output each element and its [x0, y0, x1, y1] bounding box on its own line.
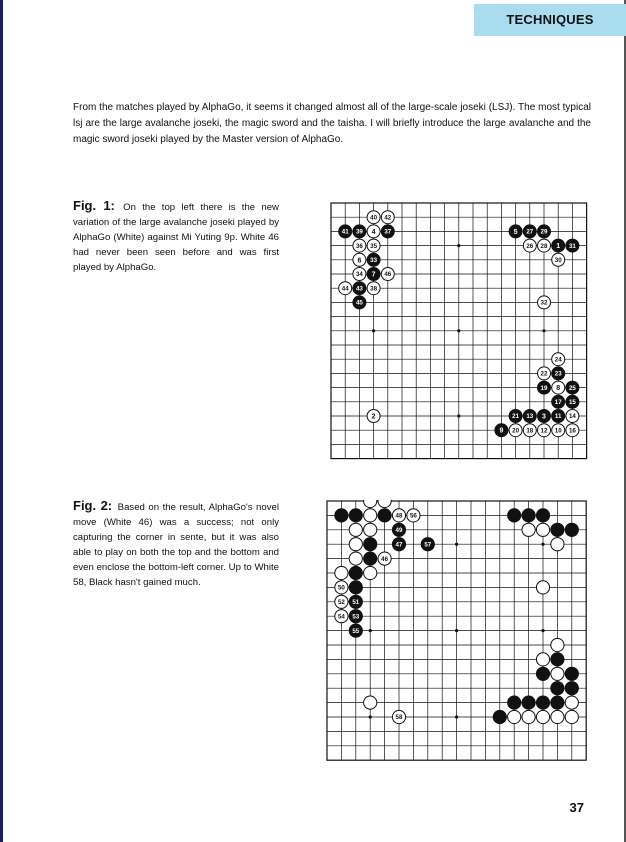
- move-number: 41: [341, 228, 349, 236]
- black-stone: [495, 424, 508, 437]
- hoshi-point: [369, 629, 372, 632]
- black-stone: [551, 523, 564, 536]
- black-stone: [536, 509, 549, 522]
- white-stone: [522, 523, 535, 536]
- fig1-text: On the top left there is the new variation of the large avalanche joseki played by AlphaGo (White) against Mi Yuting 9p. White 46 had never been seen before and was first played by AlphaGo.: [73, 202, 279, 273]
- move-number: 16: [568, 427, 576, 435]
- hoshi-point: [457, 329, 460, 332]
- black-stone: [566, 395, 579, 408]
- black-stone: [349, 509, 362, 522]
- move-number: 54: [337, 613, 345, 621]
- black-stone: [508, 509, 521, 522]
- move-number: 6: [357, 257, 362, 265]
- move-number: 50: [337, 584, 345, 592]
- move-number: 25: [568, 384, 576, 392]
- white-stone: [552, 253, 565, 266]
- white-stone: [552, 381, 565, 394]
- move-number: 24: [554, 356, 562, 364]
- white-stone: [407, 509, 420, 522]
- black-stone: [552, 395, 565, 408]
- move-number: 53: [352, 613, 360, 621]
- white-stone: [381, 211, 394, 224]
- move-number: 9: [499, 427, 504, 435]
- move-number: 22: [540, 370, 548, 378]
- black-stone: [509, 225, 522, 238]
- move-number: 37: [384, 228, 392, 236]
- move-number: 51: [352, 599, 360, 607]
- fig1-caption: [73, 198, 279, 275]
- white-stone: [349, 523, 362, 536]
- white-stone: [335, 595, 348, 608]
- move-number: 13: [526, 413, 534, 421]
- hoshi-point: [541, 629, 544, 632]
- white-stone: [509, 424, 522, 437]
- black-stone: [552, 367, 565, 380]
- white-stone: [353, 253, 366, 266]
- move-number: 12: [540, 427, 548, 435]
- white-stone: [349, 538, 362, 551]
- black-stone: [421, 538, 434, 551]
- white-stone: [381, 268, 394, 281]
- black-stone: [353, 282, 366, 295]
- move-number: 23: [554, 370, 562, 378]
- move-number: 45: [355, 299, 363, 307]
- black-stone: [551, 682, 564, 695]
- move-number: 5: [513, 228, 518, 236]
- white-stone: [378, 552, 391, 565]
- white-stone: [364, 696, 377, 709]
- black-stone: [367, 253, 380, 266]
- fig1-label: Fig. 1:: [73, 198, 115, 213]
- black-stone: [536, 667, 549, 680]
- white-stone: [552, 424, 565, 437]
- white-stone: [364, 523, 377, 536]
- white-stone: [522, 710, 535, 723]
- white-stone: [538, 239, 551, 252]
- fig2-caption: [73, 498, 279, 590]
- move-number: 7: [371, 271, 376, 279]
- hoshi-point: [372, 329, 375, 332]
- section-tab: TECHNIQUES: [474, 4, 626, 36]
- move-number: 40: [370, 214, 378, 222]
- black-stone: [367, 268, 380, 281]
- black-stone: [349, 624, 362, 637]
- move-number: 28: [540, 242, 548, 250]
- black-stone: [522, 696, 535, 709]
- white-stone: [565, 696, 578, 709]
- white-stone: [367, 211, 380, 224]
- black-stone: [509, 410, 522, 423]
- black-stone: [378, 509, 391, 522]
- hoshi-point: [541, 543, 544, 546]
- move-number: 58: [395, 714, 403, 722]
- white-stone: [392, 509, 405, 522]
- black-stone: [392, 538, 405, 551]
- fig2-go-board: [326, 500, 588, 762]
- white-stone: [367, 282, 380, 295]
- black-stone: [335, 509, 348, 522]
- white-stone: [566, 424, 579, 437]
- move-number: 2: [371, 413, 376, 421]
- white-stone: [364, 500, 377, 508]
- move-number: 20: [512, 427, 520, 435]
- white-stone: [378, 500, 391, 508]
- hoshi-point: [455, 629, 458, 632]
- black-stone: [536, 696, 549, 709]
- black-stone: [565, 682, 578, 695]
- move-number: 21: [512, 413, 520, 421]
- black-stone: [552, 410, 565, 423]
- intro-paragraph: From the matches played by AlphaGo, it seems it changed almost all of the large-scale joseki (LSJ). The most typical lsj are the large avalanche joseki, the magic sword and the taisha. I will briefly introduce the large avalanche and the magic sword joseki played by the Master version of AlphaGo.: [73, 102, 591, 145]
- move-number: 38: [370, 285, 378, 293]
- move-number: 1: [556, 243, 561, 251]
- black-stone: [508, 696, 521, 709]
- move-number: 17: [554, 399, 562, 407]
- black-stone: [339, 225, 352, 238]
- fig2-label: Fig. 2:: [73, 498, 113, 513]
- hoshi-point: [369, 715, 372, 718]
- black-stone: [538, 225, 551, 238]
- move-number: 15: [568, 399, 576, 407]
- black-stone: [349, 581, 362, 594]
- fig2-text: Based on the result, AlphaGo's novel move (White 46) was a success; not only capturing the corner in sente, but it was also able to play on both the top and the bottom and even enclose the bottom-left corner. Up to White 58, Black hasn't gained much.: [73, 502, 279, 588]
- black-stone: [493, 710, 506, 723]
- move-number: 33: [370, 257, 378, 265]
- white-stone: [392, 710, 405, 723]
- white-stone: [339, 282, 352, 295]
- move-number: 49: [395, 527, 403, 535]
- black-stone: [566, 381, 579, 394]
- white-stone: [552, 353, 565, 366]
- move-number: 46: [384, 271, 392, 279]
- black-stone: [381, 225, 394, 238]
- move-number: 3: [542, 413, 546, 421]
- move-number: 31: [568, 242, 576, 250]
- white-stone: [551, 667, 564, 680]
- move-number: 57: [424, 541, 432, 549]
- white-stone: [538, 367, 551, 380]
- black-stone: [566, 239, 579, 252]
- black-stone: [551, 653, 564, 666]
- move-number: 32: [540, 299, 548, 307]
- white-stone: [536, 710, 549, 723]
- hoshi-point: [457, 414, 460, 417]
- move-number: 52: [337, 599, 345, 607]
- white-stone: [367, 225, 380, 238]
- black-stone: [522, 509, 535, 522]
- move-number: 29: [540, 228, 548, 236]
- black-stone: [565, 523, 578, 536]
- move-number: 56: [409, 512, 417, 520]
- white-stone: [536, 523, 549, 536]
- move-number: 14: [568, 413, 576, 421]
- black-stone: [349, 610, 362, 623]
- black-stone: [523, 410, 536, 423]
- move-number: 4: [371, 228, 376, 236]
- fig1-go-board: [330, 202, 590, 460]
- hoshi-point: [542, 329, 545, 332]
- white-stone: [508, 710, 521, 723]
- black-stone: [538, 381, 551, 394]
- black-stone: [349, 595, 362, 608]
- white-stone: [566, 410, 579, 423]
- move-number: 47: [395, 541, 403, 549]
- white-stone: [335, 581, 348, 594]
- black-stone: [364, 552, 377, 565]
- black-stone: [349, 566, 362, 579]
- hoshi-point: [455, 543, 458, 546]
- white-stone: [536, 581, 549, 594]
- black-stone: [392, 523, 405, 536]
- move-number: 26: [526, 242, 534, 250]
- move-number: 19: [540, 384, 548, 392]
- white-stone: [538, 296, 551, 309]
- black-stone: [353, 225, 366, 238]
- hoshi-point: [457, 244, 460, 247]
- white-stone: [523, 239, 536, 252]
- move-number: 48: [395, 512, 403, 520]
- white-stone: [349, 552, 362, 565]
- move-number: 35: [370, 242, 378, 250]
- move-number: 43: [355, 285, 363, 293]
- white-stone: [565, 710, 578, 723]
- move-number: 42: [384, 214, 392, 222]
- white-stone: [367, 410, 380, 423]
- move-number: 11: [554, 413, 562, 421]
- move-number: 44: [341, 285, 349, 293]
- black-stone: [565, 667, 578, 680]
- move-number: 18: [526, 427, 534, 435]
- move-number: 30: [554, 257, 562, 265]
- white-stone: [551, 638, 564, 651]
- black-stone: [538, 410, 551, 423]
- black-stone: [523, 225, 536, 238]
- white-stone: [523, 424, 536, 437]
- move-number: 55: [352, 627, 360, 635]
- move-number: 8: [556, 385, 561, 393]
- white-stone: [551, 538, 564, 551]
- move-number: 39: [355, 228, 363, 236]
- white-stone: [367, 239, 380, 252]
- white-stone: [353, 239, 366, 252]
- white-stone: [353, 268, 366, 281]
- page-number: 37: [569, 800, 584, 815]
- move-number: 10: [554, 427, 562, 435]
- white-stone: [538, 424, 551, 437]
- hoshi-point: [455, 715, 458, 718]
- white-stone: [335, 610, 348, 623]
- black-stone: [551, 696, 564, 709]
- black-stone: [552, 239, 565, 252]
- white-stone: [536, 653, 549, 666]
- white-stone: [364, 566, 377, 579]
- move-number: 46: [381, 555, 389, 563]
- black-stone: [353, 296, 366, 309]
- move-number: 34: [355, 271, 363, 279]
- move-number: 36: [355, 242, 363, 250]
- white-stone: [551, 710, 564, 723]
- white-stone: [364, 509, 377, 522]
- move-number: 27: [526, 228, 534, 236]
- white-stone: [335, 566, 348, 579]
- black-stone: [364, 538, 377, 551]
